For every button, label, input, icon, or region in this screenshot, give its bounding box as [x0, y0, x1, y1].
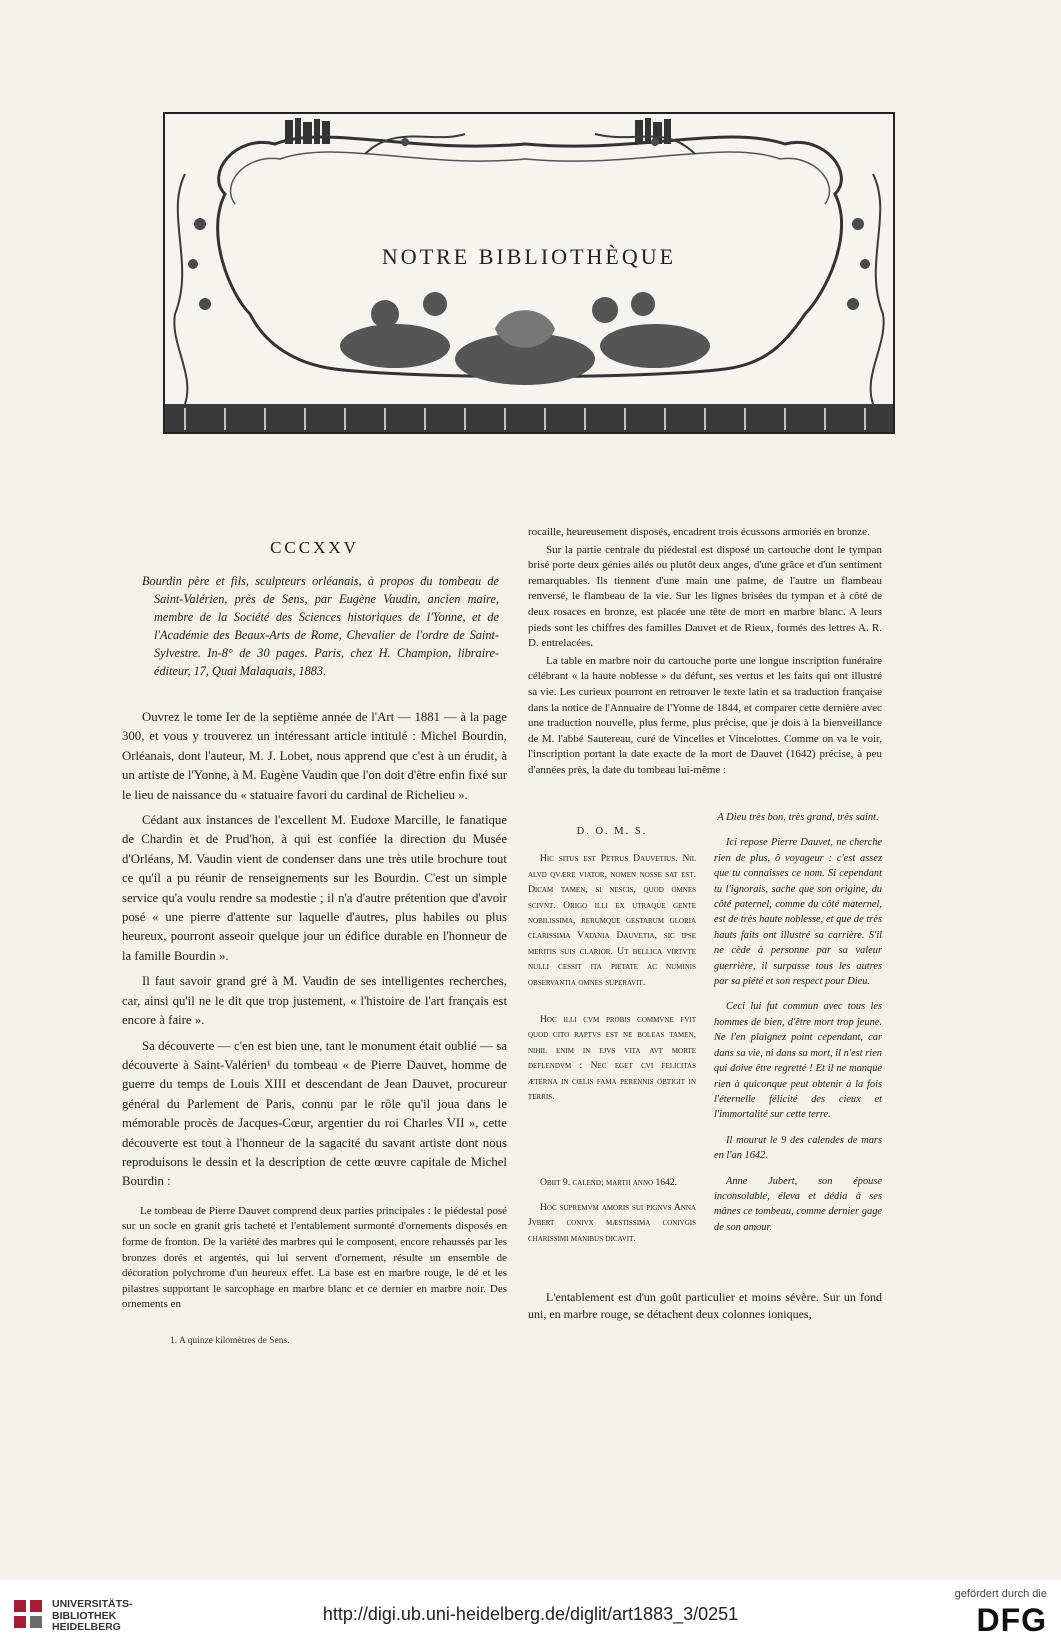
right-column	[528, 525, 882, 781]
epitaph-french-paragraph: Ceci lui fut commun avec tous les hommes de bien, d'être mort trop jeune. Ne l'en plaignez point cependant, car dans sa vie, ni dans sa mort, il n'est rien qui doive être regretté ! Et il ne manque rien à quiconque peut obtenir à la fois l'éternelle félicité des cieux et l'immortalité sur cette terre.	[714, 1001, 882, 1121]
epitaph-latin-paragraph: Hoc illi cvm probis commvne fvit quod cito raptvs est ne boleas tamen, nihil enim in ejvs vita avt morte deflendvm : Nec eget cvi felicitas æterna in cœlis fama perennis obtigit in terris.	[528, 1014, 696, 1103]
paragraph: rocaille, heureusement disposés, encadrent trois écussons armoriés en bronze.	[528, 526, 870, 538]
epitaph-latin-paragraph: Obiit 9. calend; martii anno 1642.	[540, 1176, 678, 1188]
permalink[interactable]: http://digi.ub.uni-heidelberg.de/diglit/art1883_3/0251	[322, 1604, 739, 1624]
left-column	[122, 538, 507, 1315]
paragraph: Cédant aux instances de l'excellent M. Eudoxe Marcille, le fanatique de Chardin et de Prud'hon, à qui est confiée la direction du Musée d'Orléans, M. Vaudin vient de condenser dans une très utile brochure tout ce qu'il a pu réunir de renseignements sur les Bourdin. C'est un simple service qu'a voulu rendre sa modestie ; il n'a d'autre prétention que d'avoir posé « une pierre d'attente sur laquelle d'autres, plus habiles ou plus heureux, pourront asseoir quelque jour un édifice durable en l'honneur de la famille Bourdin ».	[122, 813, 507, 963]
epitaph-french-paragraph: Il mourut le 9 des calendes de mars en l'an 1642.	[714, 1134, 882, 1162]
paragraph: L'entablement est d'un goût particulier et moins sévère. Sur un fond uni, en marbre rouge, se détachent deux colonnes ioniques,	[528, 1290, 882, 1321]
quoted-description: Le tombeau de Pierre Dauvet comprend deux parties principales : le piédestal posé sur un socle en granit gris tacheté et l'entablement surmonté d'ornements disposés en forme de fronton. De la variété des marbres qui le composent, encore rehaussés par les bronzes dorés et argentés, qui lui servent d'ornement, résulte un ensemble de décoration polychrome d'un heureux effet. La base est en marbre rouge, le dé et les pilastres supportant le sarcophage en marbre blanc et ce dernier en marbre noir. Des ornements en	[122, 1204, 507, 1311]
footnote: 1. A quinze kilomètres de Sens.	[170, 1336, 290, 1346]
paragraph: Il faut savoir grand gré à M. Vaudin de ses intelligentes recherches, car, ainsi qu'il ne le dit que trop justement, « l'histoire de l'art français est encore à faire ».	[122, 974, 507, 1028]
epitaph-latin-paragraph: Hoc supremvm amoris sui pignvs Anna Jvbert conivx mæstissima conivgis charissimi manibus dicavit.	[528, 1201, 696, 1244]
section-number: CCCXXV	[270, 538, 359, 557]
paragraph: Ouvrez le tome Ier de la septième année de l'Art — 1881 — à la page 300, et vous y trouverez un intéressant article intitulé : Michel Bourdin, Orléanais, dont l'auteur, M. J. Lobet, nous apprend que c'est à un érudit, à un artiste de l'Yonne, à M. Eugène Vaudin que l'on doit d'être enfin fixé sur le lieu de naissance du « statuaire favori du cardinal de Richelieu ».	[122, 710, 507, 802]
paragraph: La table en marbre noir du cartouche porte une longue inscription funéraire célébrant « la haute noblesse » du défunt, ses vertus et les faits qui ont illustré sa vie. Les curieux pourront en retrouver le texte latin et sa traduction française dans la notice de l'Annuaire de l'Yonne de 1844, et comparer cette dernière avec une traduction nouvelle, plus ferme, plus précise, que je dois à la bienveillance de M. l'abbé Sautereau, curé de Vincelles et Vincelottes. Comme on va le voir, l'inscription portant la date exacte de la mort de Dauvet (1642) précise, à peu d'années près, la date du tombeau lui-même :	[528, 654, 882, 776]
section-title: NOTRE BIBLIOTHÈQUE	[381, 244, 677, 269]
epitaph-latin-heading: D. O. M. S.	[576, 826, 648, 837]
epitaph-french-paragraph: Anne Jubert, son épouse inconsolable, éleva et dédia à ses mânes ce tombeau, comme dernier gage de son amour.	[714, 1175, 882, 1233]
epitaph-latin	[528, 810, 696, 1256]
viewer-footer	[0, 1580, 1061, 1650]
epitaph-french	[714, 810, 882, 1245]
paragraph: Sa découverte — c'en est bien une, tant le monument était oublié — sa découverte à Saint-Valérien¹ du tombeau « de Pierre Dauvet, homme de guerre du temps de Louis XIII et descendant de Jean Dauvet, procureur général du Parlement de Paris, connu par le rôle qu'il joua dans le mémorable procès de Jacques-Cœur, argentier du roi Charles VII », cette découverte est tout à l'honneur de la sagacité du savant artiste dont nous reproduisons le dessin et la description de cette œuvre capitale de Michel Bourdin :	[122, 1038, 507, 1189]
library-name: UNIVERSITÄTS- BIBLIOTHEK HEIDELBERG	[52, 1598, 133, 1633]
dfg-logo: DFG	[976, 1602, 1047, 1638]
rococo-ornament-illustration	[165, 114, 893, 432]
paragraph: Sur la partie centrale du piédestal est disposé un cartouche dont le tympan brisé porte deux génies ailés ou plutôt deux anges, d'une grâce et d'un sentiment remarquables. Ils tiennent d'une main une palme, de l'autre un flambeau renversé, le flambeau de la vie. Sur les lignes brisées du tympan et à côté de deux rosaces en bronze, est placée une tête de mort en marbre blanc. A leurs pieds sont les chiffres des familles Dauvet et de Rieux, formés des lettres A. R. D. entrelacées.	[528, 543, 882, 650]
epitaph-latin-paragraph: Hic situs est Petrus Dauvetius. Nil alvd qvære viator, nomen nosse sat est. Dicam tamen, si nescis, quod omnes scivnt. Origo illi ex utraque gente nobilissima, rerumque gestarum gloria clarissima Vatania Dauvetia, sic ipse meritis suis clarior. Ut bellica virtvte nulli cessit ita pietate ac numinis observantia omnes superavit.	[528, 853, 696, 988]
epitaph-french-paragraph: Ici repose Pierre Dauvet, ne cherche rien de plus, ô voyageur : c'est assez que tu connaisses ce nom. Si cependant tu l'ignorais, sache que son origine, du côté paternel, comme du côté maternel, est de très haute noblesse, et que de très hauts faits ont illustré sa carrière. S'il ne cède à personne par sa valeur guerrière, il surpasse tous les autres par sa piété et son respect pour Dieu.	[714, 837, 882, 988]
right-column-continuation	[528, 1289, 882, 1325]
epitaph-french-heading: A Dieu très bon, très grand, très saint.	[717, 812, 879, 823]
funding-caption: gefördert durch die	[954, 1588, 1047, 1600]
ornamental-banner	[163, 112, 895, 434]
bibliographic-reference: Bourdin père et fils, sculpteurs orléanais, à propos du tombeau de Saint-Valérien, près de Sens, par Eugène Vaudin, ancien maire, membre de la Société des Sciences historiques de l'Yonne, et de l'Académie des Beaux-Arts de Rome, Chevalier de l'ordre de Saint-Sylvestre. In-8° de 30 pages. Paris, chez H. Champion, libraire-éditeur, 17, Quai Malaquais, 1883.	[142, 574, 499, 678]
